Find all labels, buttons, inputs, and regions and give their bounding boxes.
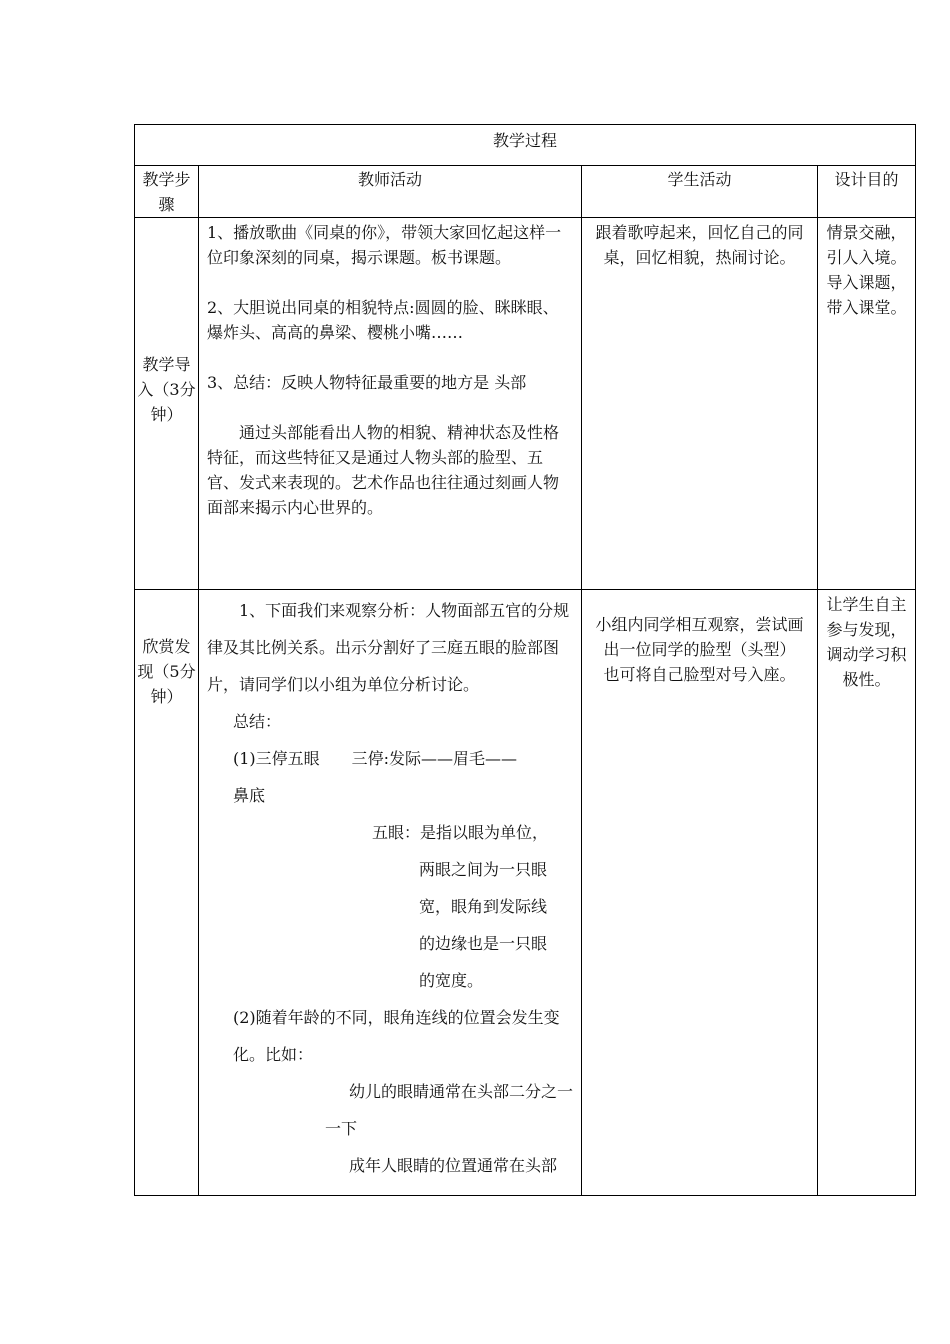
teacher-activity-appreciation [199,590,582,1196]
design-purpose-intro: 情景交融，引人入境。导入课题，带入课堂。 [818,218,916,590]
student-activity-appreciation: 小组内同学相互观察，尝试画出一位同学的脸型（头型） 也可将自己脸型对号入座。 [582,590,818,1196]
child-eyes-line: 幼儿的眼睛通常在头部二分之一一下 [325,1082,574,1138]
five-eyes-line-1: 五眼：是指以眼为单位， [372,823,549,842]
five-eyes-line-2: 两眼之间为一只眼 [419,860,548,879]
table-row-intro [135,218,916,590]
intro-paragraph-3: 3、总结：反映人物特征最重要的地方是 头部 [207,373,527,392]
table-title: 教学过程 [135,125,916,166]
step-appreciation: 欣赏发现（5分钟） [135,590,199,1196]
intro-paragraph-1: 1、播放歌曲《同桌的你》，带领大家回忆起这样一位印象深刻的同桌，揭示课题。板书课题。 [207,223,562,267]
teacher-activity-intro [199,218,582,590]
table-row-appreciation [135,590,916,1196]
age-change-paragraph: (2)随着年龄的不同，眼角连线的位置会发生变化。比如： [233,1008,560,1064]
lesson-process-table [134,124,916,1196]
three-courts-line-cont: 鼻底 [233,786,266,805]
five-eyes-line-4: 的边缘也是一只眼 [419,934,548,953]
five-eyes-line-5: 的宽度。 [419,971,484,990]
step-intro: 教学导入（3分钟） [135,218,199,590]
header-step: 教学步骤 [135,166,199,218]
intro-paragraph-2: 2、大胆说出同桌的相貌特点:圆圆的脸、眯眯眼、爆炸头、高高的鼻梁、樱桃小嘴…… [207,298,559,342]
intro-paragraph-4: 通过头部能看出人物的相貌、精神状态及性格特征，而这些特征又是通过人物头部的脸型、五官、发式来表现的。艺术作品也往往通过刻画人物面部来揭示内心世界的。 [207,423,560,517]
header-design-purpose: 设计目的 [818,166,916,218]
header-student-activity: 学生活动 [582,166,818,218]
five-eyes-line-3: 宽，眼角到发际线 [419,897,548,916]
adult-eyes-line: 成年人眼睛的位置通常在头部 [349,1156,558,1175]
design-purpose-appreciation: 让学生自主参与发现，调动学习积极性。 [818,590,916,1196]
student-activity-intro: 跟着歌哼起来，回忆自己的同桌，回忆相貌，热闹讨论。 [582,218,818,590]
header-teacher-activity: 教师活动 [199,166,582,218]
summary-label: 总结： [233,712,282,731]
appreciation-paragraph-1: 1、下面我们来观察分析：人物面部五官的分规律及其比例关系。出示分割好了三庭五眼的脸部图片，请同学们以小组为单位分析讨论。 [207,601,570,694]
three-courts-line: (1)三停五眼 三停:发际——眉毛—— [233,749,518,768]
